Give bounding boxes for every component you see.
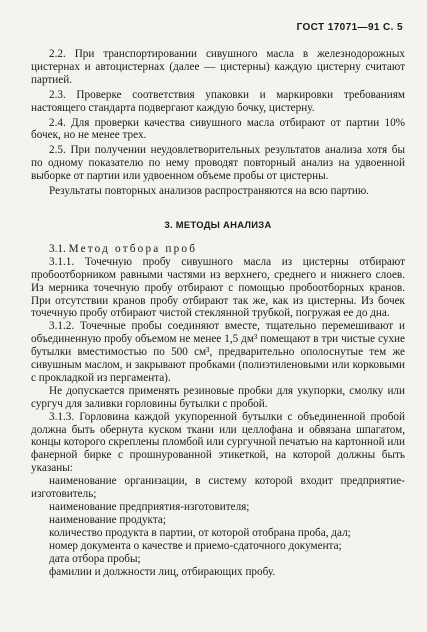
paragraph-2-2: 2.2. При транспортировании сивушного масла в железнодорожных цистернах и автоцистернах (далее — цистерны) каждую цистерну считают партией. — [31, 48, 405, 86]
label-item-product: наименование продукта; — [49, 513, 166, 526]
paragraph-stoppers: Не допускается применять резиновые пробки для укупорки, смолку или сургуч для заливки горловины бутылки с пробой. — [31, 384, 405, 410]
label-item-persons: фамилии и должности лиц, отбирающих пробу. — [49, 565, 276, 578]
label-item-organization: наименование организации, в систему которой входит предприятие-изготовитель; — [31, 475, 405, 501]
subsection-heading — [31, 243, 405, 256]
subsection-title: Метод отбора проб — [68, 242, 198, 255]
label-item-sampling-date: дата отбора пробы; — [49, 552, 141, 565]
label-item-quantity: количество продукта в партии, от которой отобрана проба, дал; — [49, 526, 351, 539]
label-item-enterprise: наименование предприятия-изготовителя; — [49, 501, 250, 513]
paragraph-repeat-results: Результаты повторных анализов распространяются на всю партию. — [49, 185, 369, 198]
subsection-number: 3.1. — [49, 242, 66, 255]
paragraph-2-5: 2.5. При получении неудовлетворительных результатов анализа хотя бы по одному показателю по нему проводят повторный анализ на удвоенной выборке от партии или удвоенном объеме пробы от цистерны. — [31, 144, 405, 183]
document-body — [31, 48, 405, 578]
page-header: ГОСТ 17071—91 С. 5 — [296, 22, 403, 33]
label-item-document-number: номер документа о качестве и приемо-сдаточного документа; — [49, 539, 342, 552]
paragraph-2-4: 2.4. Для проверки качества сивушного масла отбирают от партии 10% бочек, но не менее трех. — [31, 116, 405, 142]
paragraph-3-1-1: 3.1.1. Точечную пробу сивушного масла из цистерны отбирают пробоотборником равными частями из верхнего, среднего и нижнего слоев. Из мерника точечную пробу отбирают с помощью пробоотборных кранов. При отсутствии кранов пробу отбирают так же, как из цистерны. Из бочек точечную пробу отбирают чистой стеклянной трубкой, погружая ее до дна. — [31, 255, 405, 320]
section-title: 3. МЕТОДЫ АНАЛИЗА — [164, 218, 272, 230]
paragraph-2-3: 2.3. Проверке соответствия упаковки и маркировки требованиям настоящего стандарта подвергают каждую бочку, цистерну. — [31, 88, 405, 114]
paragraph-3-1-3: 3.1.3. Горловина каждой укупоренной бутылки с объединенной пробой должна быть обернута куском ткани или целлофана и обвязана шпагатом, концы которого скреплены пломбой или сургучной печатью на картонной или фанерной бирке с прошнурованной этикеткой, на которой должны быть указаны: — [31, 410, 405, 475]
paragraph-3-1-2: 3.1.2. Точечные пробы соединяют вместе, тщательно перемешивают и объединенную пробу объемом не менее 1,5 дм³ помещают в три чистые сухие бутылки вместимостью по 500 см³, предварительно ополоснутые тем же сивушным маслом, и закрывают пробками (полиэтиленовыми или корковыми с прокладкой из пергамента). — [31, 320, 405, 384]
